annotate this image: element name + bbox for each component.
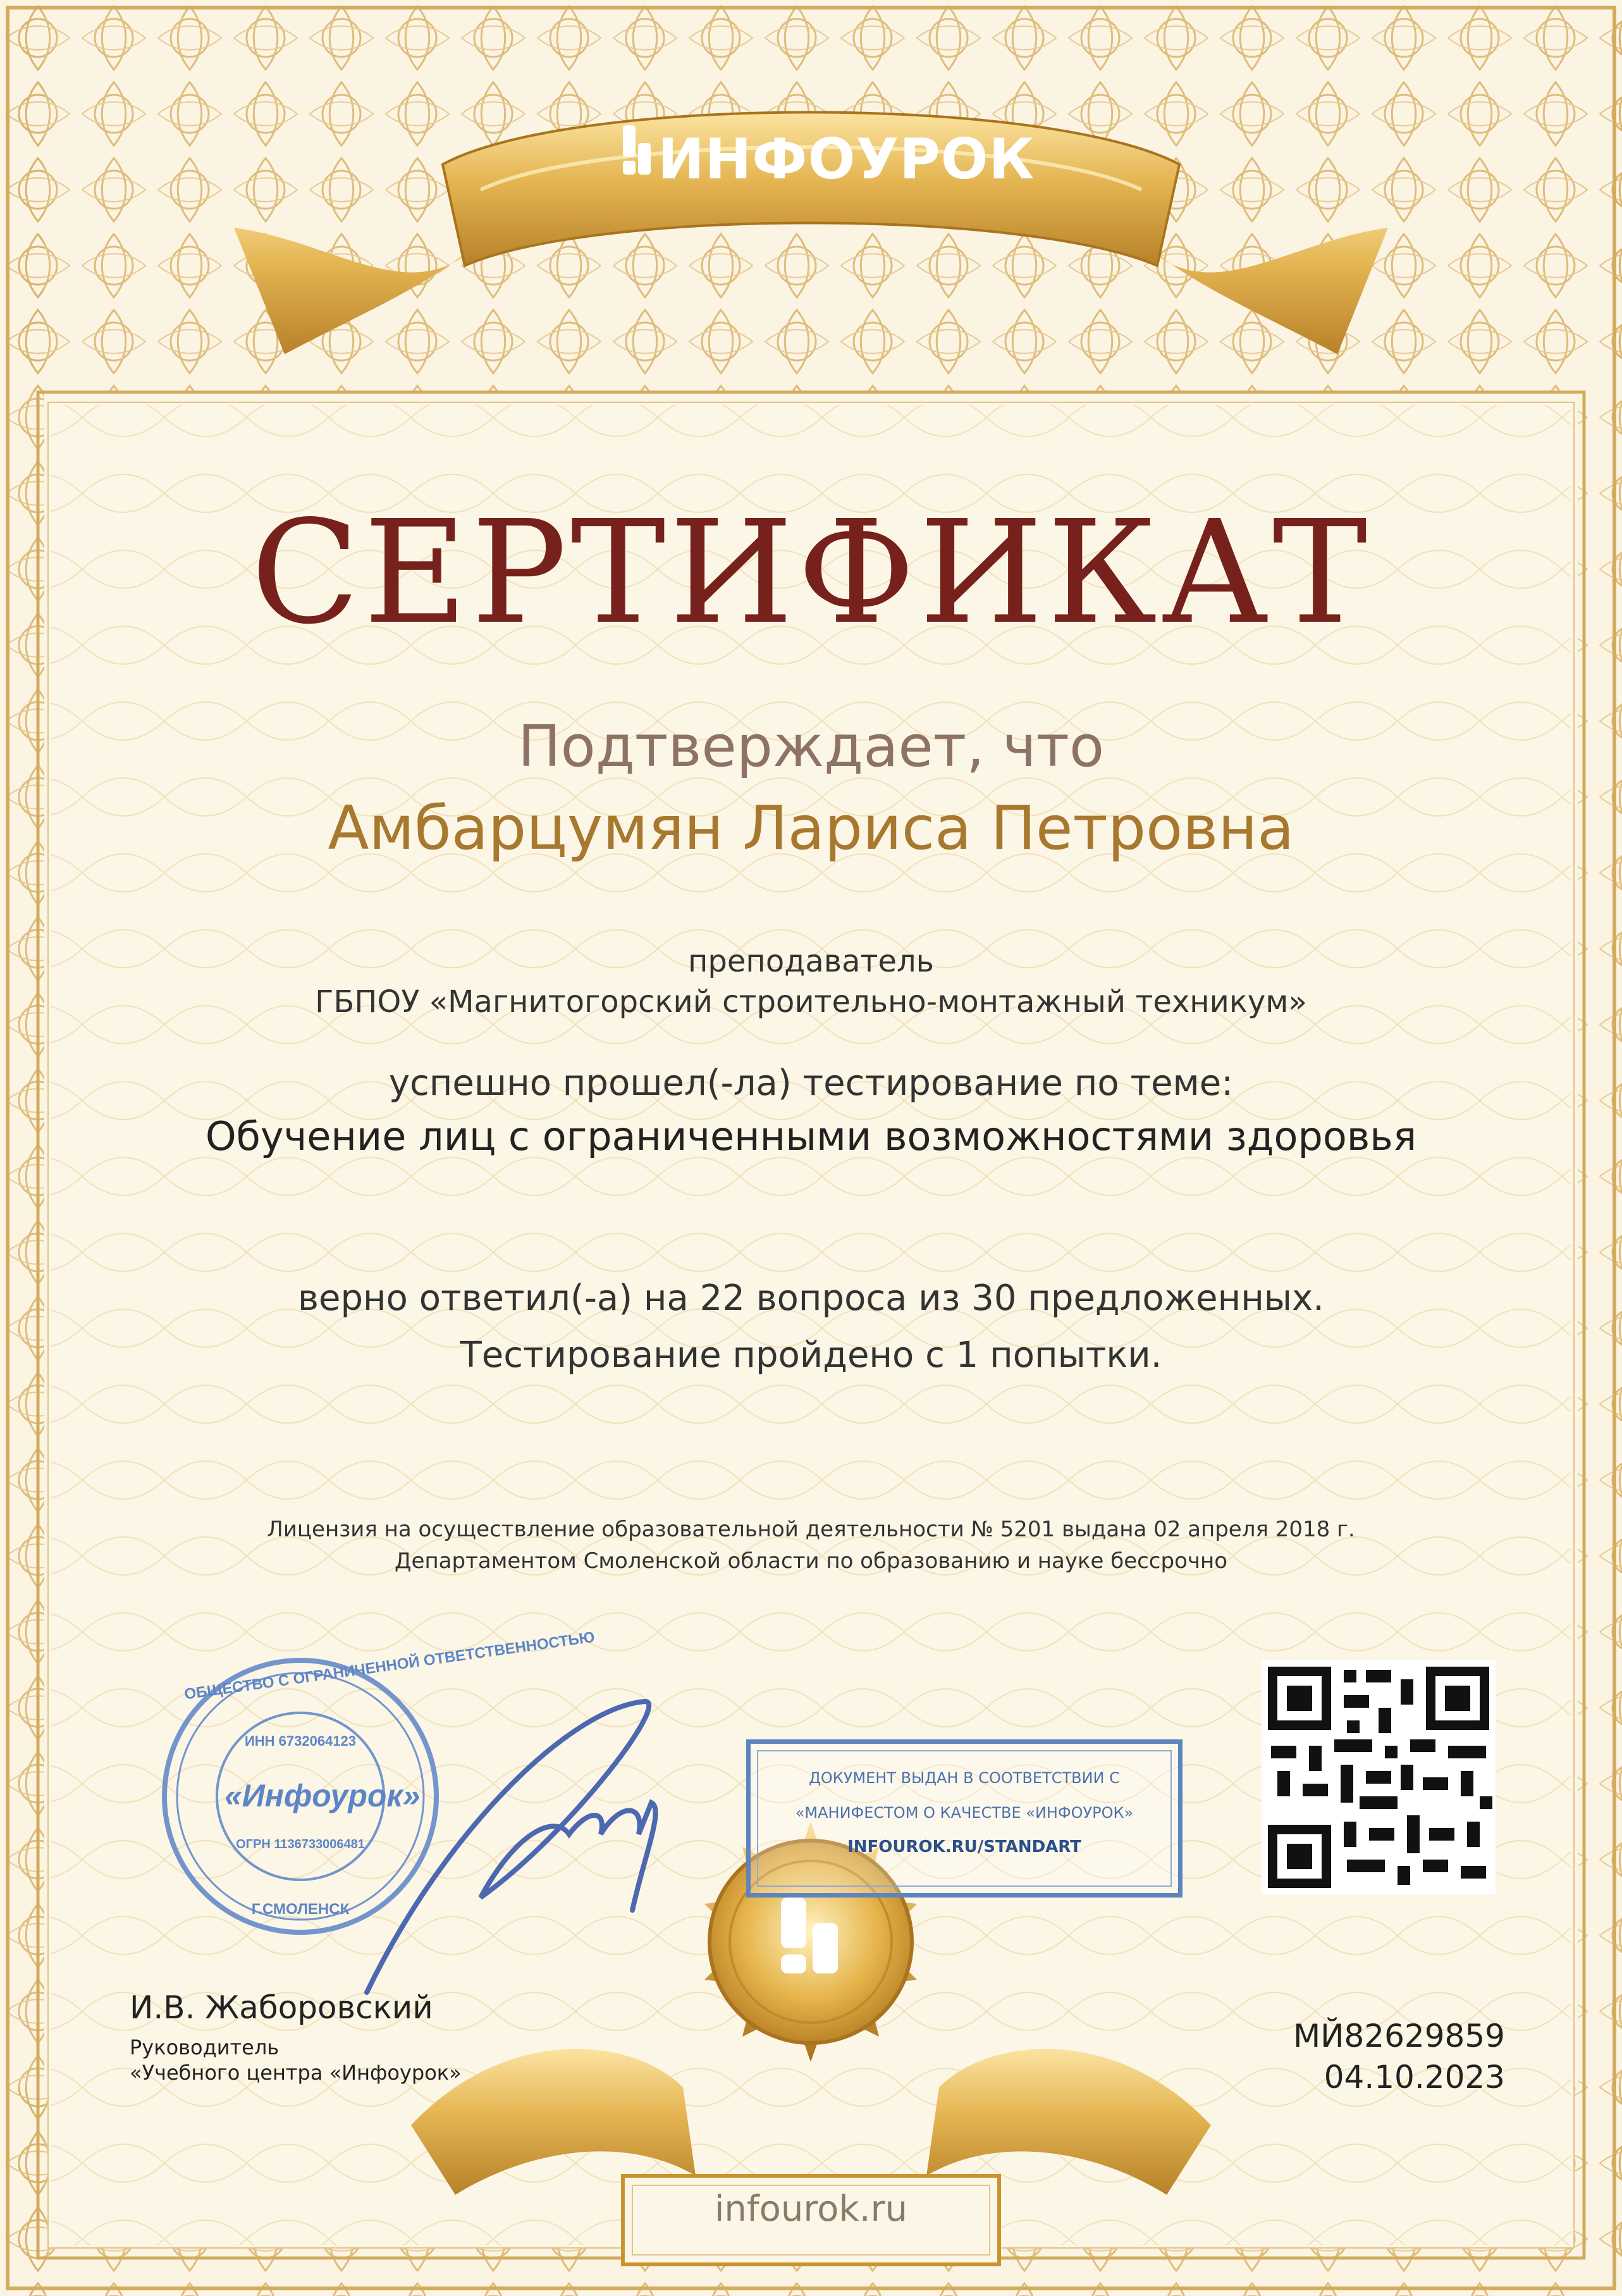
recipient-role: преподаватель <box>688 944 934 979</box>
infourok-logo-icon <box>623 125 654 176</box>
footer-site-link[interactable]: infourok.ru <box>714 2188 908 2230</box>
attempts-text: Тестирование пройдено с 1 попытки. <box>460 1335 1162 1376</box>
license-line-1: Лицензия на осуществление образовательной деятельности № 5201 выдана 02 апреля 2018 г. <box>267 1517 1355 1542</box>
seal-center: «Инфоурок» <box>224 1778 421 1813</box>
score-text: верно ответил(-а) на 22 вопроса из 30 предложенных. <box>298 1278 1324 1319</box>
document-date: 04.10.2023 <box>1324 2059 1505 2095</box>
test-topic: Обучение лиц с ограниченными возможностями здоровья <box>205 1113 1417 1159</box>
certificate-title: СЕРТИФИКАТ <box>250 490 1372 656</box>
signer-name: И.В. Жаборовский <box>130 1989 433 2026</box>
seal-city: Г.СМОЛЕНСК <box>251 1901 350 1918</box>
standard-line-2: «МАНИФЕСТОМ О КАЧЕСТВЕ «ИНФОУРОК» <box>795 1804 1134 1822</box>
standard-line-1: ДОКУМЕНТ ВЫДАН В СООТВЕТСТВИИ С <box>809 1769 1120 1787</box>
header-logo-text: ИНФОУРОК <box>658 127 1035 192</box>
passed-text: успешно прошел(-ла) тестирование по теме: <box>388 1063 1234 1104</box>
confirms-text: Подтверждает, что <box>517 713 1105 780</box>
standard-notice-box <box>746 1739 1183 1898</box>
license-line-2: Департаментом Смоленской области по образованию и науке бессрочно <box>394 1548 1228 1574</box>
seal-ogrn: ОГРН 1136733006481 <box>236 1837 365 1851</box>
qr-code-icon <box>1262 1660 1496 1894</box>
signer-title-line-1: Руководитель <box>130 2035 280 2059</box>
recipient-organization: ГБПОУ «Магнитогорский строительно-монтажный техникум» <box>315 984 1307 1020</box>
recipient-name: Амбарцумян Лариса Петровна <box>328 794 1294 863</box>
signer-title-line-2: «Учебного центра «Инфоурок» <box>130 2061 462 2085</box>
seal-outer-text: ОБЩЕСТВО С ОГРАНИЧЕННОЙ ОТВЕТСТВЕННОСТЬЮ <box>183 1628 596 1703</box>
standard-link[interactable]: INFOUROK.RU/STANDART <box>847 1837 1081 1856</box>
seal-inn: ИНН 6732064123 <box>244 1733 357 1749</box>
document-id: МЙ82629859 <box>1293 2018 1505 2054</box>
